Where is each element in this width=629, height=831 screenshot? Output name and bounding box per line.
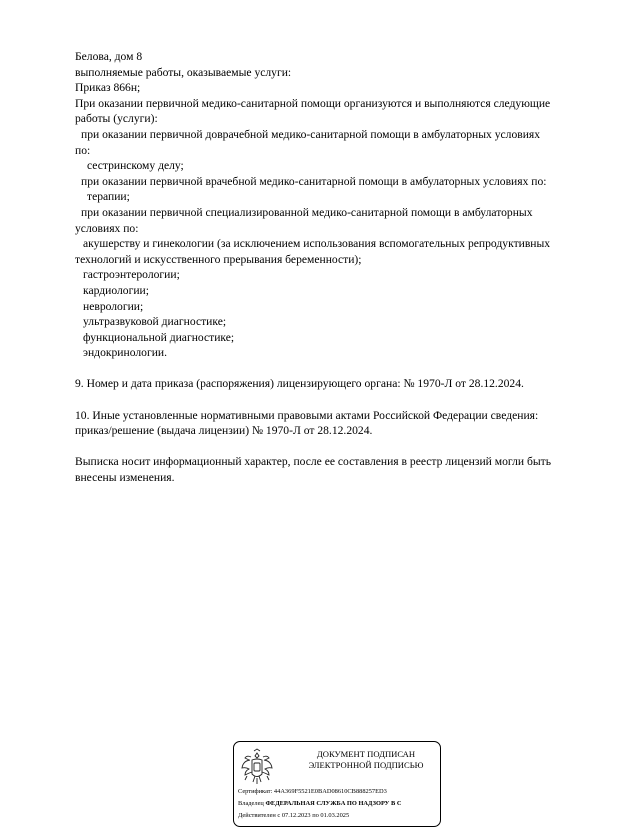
text-line: при оказании первичной доврачебной медико-санитарной помощи в амбулаторных условиях xyxy=(81,127,541,141)
service-item: ультразвуковой диагностике; xyxy=(83,315,227,329)
order-number-item: 9. Номер и дата приказа (распоряжения) лицензирующего органа: № 1970-Л от 28.12.2024. xyxy=(75,377,524,391)
double-headed-eagle-emblem-icon xyxy=(241,748,273,786)
stamp-title: ДОКУМЕНТ ПОДПИСАН ЭЛЕКТРОННОЙ ПОДПИСЬЮ xyxy=(308,749,424,770)
service-item: гастроэнтерологии; xyxy=(83,268,180,282)
service-item: сестринскому делу; xyxy=(87,159,184,173)
owner-row: Владелец ФЕДЕРАЛЬНАЯ СЛУЖБА ПО НАДЗОРУ В С xyxy=(238,800,402,807)
other-info-item: приказ/решение (выдача лицензии) № 1970-Л от 28.12.2024. xyxy=(75,424,373,438)
text-line: Белова, дом 8 xyxy=(75,50,143,63)
spacer xyxy=(75,439,605,455)
service-item: эндокринологии. xyxy=(83,346,168,360)
text-line: при оказании первичной врачебной медико-санитарной помощи в амбулаторных условиях по: xyxy=(81,174,547,188)
other-info-item: 10. Иные установленные нормативными правовыми актами Российской Федерации сведения: xyxy=(75,408,539,422)
text-line: работы (услуги): xyxy=(75,112,158,126)
text-line: Приказ 866н; xyxy=(75,81,141,95)
spacer xyxy=(75,361,605,377)
spacer xyxy=(75,392,605,408)
electronic-signature-stamp xyxy=(233,741,441,827)
certificate-row: Сертификат: 44A369F5521E0BAD08610CB888257ED3 xyxy=(238,788,387,795)
text-line: выполняемые работы, оказываемые услуги: xyxy=(75,65,292,79)
service-item: функциональной диагностике; xyxy=(83,330,235,344)
text-line: технологий и искусственного прерывания беременности); xyxy=(75,252,362,266)
validity-row: Действителен с 07.12.2023 по 01.03.2025 xyxy=(238,812,350,819)
text-line: При оказании первичной медико-санитарной помощи организуются и выполняются следующие xyxy=(75,96,551,110)
text-line: при оказании первичной специализированной медико-санитарной помощи в амбулаторных xyxy=(81,205,533,219)
service-item: неврологии; xyxy=(83,299,144,313)
document-body xyxy=(75,49,605,486)
service-item: акушерству и гинекологии (за исключением использования вспомогательных репродуктивных xyxy=(83,237,551,251)
text-line: условиях по: xyxy=(75,221,139,235)
disclaimer-note: Выписка носит информационный характер, после ее составления в реестр лицензий могли быть xyxy=(75,455,551,469)
disclaimer-note: внесены изменения. xyxy=(75,471,175,485)
service-item: терапии; xyxy=(87,190,130,204)
service-item: кардиологии; xyxy=(83,283,149,297)
text-line: по: xyxy=(75,143,91,157)
